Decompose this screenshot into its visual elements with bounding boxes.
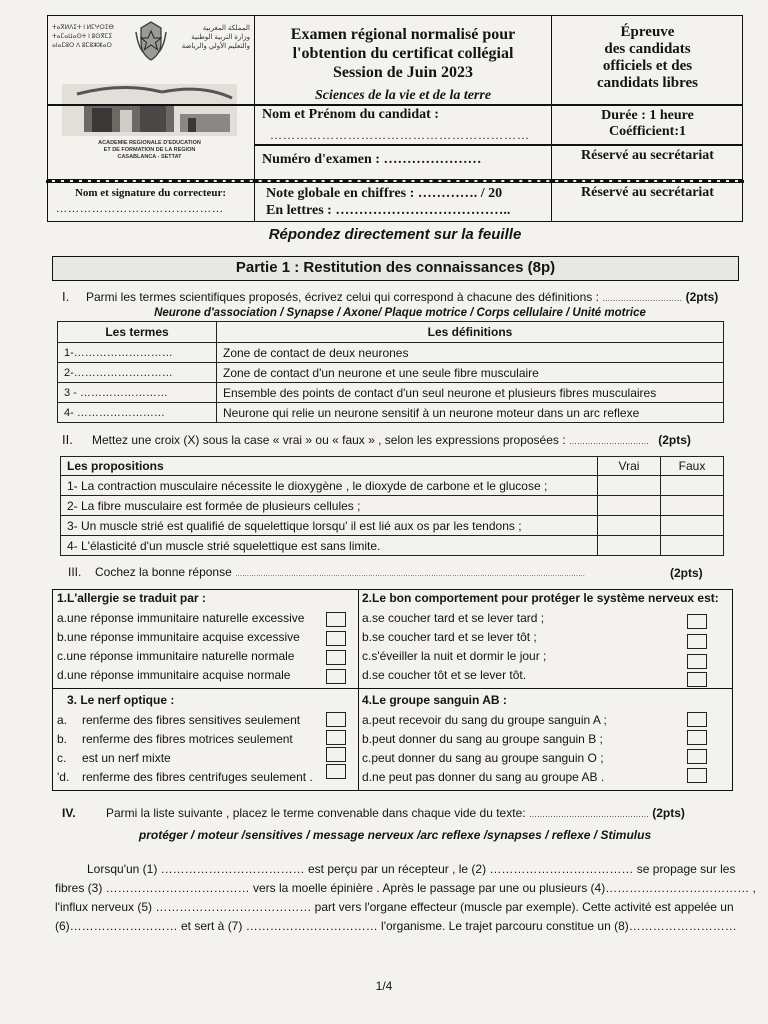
checkbox-1a[interactable]	[326, 612, 346, 627]
part1-banner	[52, 256, 739, 281]
false-cell[interactable]	[661, 496, 724, 516]
checkbox-2d[interactable]	[687, 672, 707, 687]
option-text: renferme des fibres centrifuges seulement .	[82, 770, 313, 784]
academy-building-icon	[62, 84, 237, 136]
option-letter: d.	[362, 770, 373, 784]
emblem-icon	[134, 20, 168, 62]
candidate-name-field[interactable]: ……………………………………………………	[270, 128, 530, 142]
option-text: une réponse immunitaire naturelle excessive	[67, 611, 305, 625]
fill-text-line[interactable]: fibres (3) ……………………………… vers la moelle épinière . Après le passage par une ou plusieurs (4)……………………………… ,	[55, 881, 756, 895]
right-title-line: candidats libres	[597, 75, 698, 91]
table-row	[61, 496, 724, 516]
mcq-1-title: 1.L'allergie se traduit par :	[57, 591, 206, 605]
option-letter: c.	[57, 649, 67, 663]
question-2-text: Mettez une croix (X) sous la case « vrai » ou « faux » , selon les expressions proposées :	[92, 433, 566, 447]
table-row	[58, 343, 724, 363]
question-3-text: Cochez la bonne réponse	[95, 565, 232, 579]
checkbox-1b[interactable]	[326, 631, 346, 646]
question-4-dots: ………………………………………	[528, 810, 649, 819]
true-false-table	[60, 456, 724, 556]
table-row	[58, 403, 724, 423]
question-4-points: (2pts)	[652, 806, 685, 820]
false-cell[interactable]	[661, 536, 724, 556]
checkbox-4a[interactable]	[687, 712, 707, 727]
right-title-line: officiels et des	[602, 58, 693, 74]
question-1-points: (2pts)	[685, 290, 719, 304]
part1-title: Partie 1 : Restitution des connaissances (8p)	[235, 259, 556, 276]
question-2-dots: …………………………	[568, 437, 649, 446]
right-title-line: Épreuve	[620, 24, 675, 40]
exam-title-line: Examen régional normalisé pour	[290, 26, 516, 43]
option-letter: b.	[57, 630, 68, 644]
checkbox-3c[interactable]	[326, 747, 346, 762]
exam-title-line: l'obtention du certificat collégial	[292, 45, 514, 62]
option-text: peut donner du sang au groupe sanguin O ;	[371, 751, 604, 765]
question-3-points: (2pts)	[670, 566, 703, 580]
checkbox-4d[interactable]	[687, 768, 707, 783]
grade-letters-field[interactable]: En lettres : ………………………………..	[266, 203, 511, 218]
option-text: ne peut pas donner du sang au groupe AB .	[372, 770, 605, 784]
table-row	[58, 383, 724, 403]
checkbox-4b[interactable]	[687, 730, 707, 745]
false-cell[interactable]	[661, 516, 724, 536]
option-text: se coucher tard et se lever tard ;	[372, 611, 545, 625]
academy-line: ET DE FORMATION DE LA REGION	[103, 147, 196, 153]
option-text: s'éveiller la nuit et dormir le jour ;	[371, 649, 547, 663]
question-4-number: IV.	[62, 806, 76, 820]
option-letter: a.	[362, 611, 373, 625]
option-text: une réponse immunitaire naturelle normale	[66, 649, 295, 663]
false-header: Faux	[661, 457, 724, 476]
terms-table	[57, 321, 724, 423]
term-answer-field[interactable]: 4- ……………………	[58, 403, 217, 423]
global-grade-field[interactable]: Note globale en chiffres : …………. / 20	[266, 186, 503, 201]
page-number: 1/4	[375, 979, 393, 993]
option-text: une réponse immunitaire acquise normale	[67, 668, 291, 682]
checkbox-3b[interactable]	[326, 730, 346, 745]
proposition-text: 1- La contraction musculaire nécessite le dioxygène , le dioxyde de carbone et le glucose ;	[61, 476, 598, 496]
term-answer-field[interactable]: 1-………………………	[58, 343, 217, 363]
proposition-text: 3- Un muscle strié est qualifié de squelettique lorsqu' il est lié aux os par les tendons ;	[61, 516, 598, 536]
option-letter: a.	[362, 713, 373, 727]
true-cell[interactable]	[598, 476, 661, 496]
propositions-header: Les propositions	[61, 457, 598, 476]
fill-text-line[interactable]: (6)……………………… et sert à (7) …………………………… l'organisme. Le trajet parcouru constitue un (8)………………………	[55, 919, 737, 933]
question-1-text: Parmi les termes scientifiques proposés, écrivez celui qui correspond à chacune des définitions :	[86, 290, 599, 304]
true-cell[interactable]	[598, 496, 661, 516]
question-1-terms: Neurone d'association / Synapse / Axone/ Plaque motrice / Corps cellulaire / Unité motrice	[154, 307, 646, 319]
false-cell[interactable]	[661, 476, 724, 496]
table-row	[61, 536, 724, 556]
true-cell[interactable]	[598, 516, 661, 536]
option-letter: c.	[57, 751, 67, 765]
duration: Durée : 1 heure	[601, 108, 694, 123]
proposition-text: 2- La fibre musculaire est formée de plusieurs cellules ;	[61, 496, 598, 516]
option-text: est un nerf mixte	[82, 751, 171, 765]
table-row	[61, 476, 724, 496]
definition-text: Zone de contact de deux neurones	[217, 343, 724, 363]
checkbox-2a[interactable]	[687, 614, 707, 629]
fill-text-line[interactable]: Lorsqu'un (1) ……………………………… est perçu par un récepteur , le (2) ……………………………… se propage sur les	[87, 862, 736, 876]
option-letter: a.	[57, 713, 68, 727]
subject: Sciences de la vie et de la terre	[314, 88, 492, 103]
option-text: peut recevoir du sang du groupe sanguin A ;	[372, 713, 607, 727]
academy-line: CASABLANCA - SETTAT	[117, 154, 182, 160]
corrector-label: Nom et signature du correcteur:	[74, 187, 227, 199]
logo-right-line: والتعليم الأولي والرياضة	[181, 43, 250, 50]
question-4-text: Parmi la liste suivante , placez le terme convenable dans chaque vide du texte:	[106, 806, 526, 820]
corrector-field[interactable]: ……………………………………	[56, 203, 224, 215]
option-letter: b.	[362, 732, 373, 746]
option-letter: a.	[57, 611, 68, 625]
checkbox-3a[interactable]	[326, 712, 346, 727]
option-text: peut donner du sang au groupe sanguin B ;	[372, 732, 603, 746]
definition-text: Zone de contact d'un neurone et une seule fibre musculaire	[217, 363, 724, 383]
reserved-secretariat-label: Réservé au secrétariat	[581, 185, 714, 200]
exam-title-line: Session de Juin 2023	[332, 64, 474, 81]
option-letter: 'd.	[57, 770, 70, 784]
question-3-number: III.	[68, 565, 82, 579]
option-letter: d.	[57, 668, 68, 682]
exam-number-field[interactable]: Numéro d'examen : …………………	[262, 152, 482, 167]
proposition-text: 4- L'élasticité d'un muscle strié squelettique est sans limite.	[61, 536, 598, 556]
option-letter: d.	[362, 668, 373, 682]
definitions-header: Les définitions	[217, 322, 724, 343]
option-text: renferme des fibres sensitives seulement	[82, 713, 301, 727]
checkbox-2b[interactable]	[687, 634, 707, 649]
option-letter: b.	[57, 732, 68, 746]
terms-header: Les termes	[58, 322, 217, 343]
option-text: se coucher tôt et se lever tôt.	[372, 668, 527, 682]
checkbox-3d[interactable]	[326, 764, 346, 779]
candidate-name-label: Nom et Prénom du candidat :	[262, 107, 439, 122]
option-text: se coucher tard et se lever tôt ;	[372, 630, 537, 644]
mcq-4-title: 4.Le groupe sanguin AB :	[362, 693, 507, 707]
question-2-points: (2pts)	[658, 433, 691, 447]
right-title-line: des candidats	[604, 41, 691, 57]
instruction: Répondez directement sur la feuille	[268, 226, 522, 243]
option-letter: c.	[362, 649, 372, 663]
coefficient: Coéfficient:1	[609, 124, 686, 139]
checkbox-1d[interactable]	[326, 669, 346, 684]
logo-left-line: ⴰⵏⴰⵎⵓⵔ ⴷ ⵓⵎⵓⵣⵣⴰⵔ	[52, 43, 112, 49]
option-text: une réponse immunitaire acquise excessive	[67, 630, 300, 644]
checkbox-4c[interactable]	[687, 749, 707, 764]
question-1-number: I.	[62, 289, 70, 304]
logo	[52, 20, 249, 175]
reserved-secretariat-label: Réservé au secrétariat	[581, 148, 714, 163]
logo-left-line: ⵜⴰⴳⵍⴷⵉⵜ ⵏ ⵍⵎⵖⵔⵉⴱ	[52, 25, 114, 31]
question-2-number: II.	[62, 432, 73, 447]
question-4-word-list: protéger / moteur /sensitives / message nerveux /arc reflexe /synapses / reflexe / Stimulus	[138, 828, 652, 842]
logo-left-line: ⵜⴰⵎⴰⵡⴰⵙⵜ ⵏ ⵓⵙⴳⵎⵉ	[52, 34, 113, 40]
table-row	[61, 516, 724, 536]
definition-text: Neurone qui relie un neurone sensitif à un neurone moteur dans un arc reflexe	[217, 403, 724, 423]
option-letter: b.	[362, 630, 373, 644]
table-row	[58, 363, 724, 383]
question-1-dots: …………………………	[602, 294, 683, 303]
logo-right-line: وزارة التربية الوطنية	[191, 34, 250, 41]
checkbox-1c[interactable]	[326, 650, 346, 665]
logo-right-line: المملكة المغربية	[202, 25, 250, 32]
option-text: renferme des fibres motrices seulement	[82, 732, 293, 746]
question-3-dots: ……………………………………………………………………………………………………………………………………	[235, 571, 586, 578]
option-letter: c.	[362, 751, 372, 765]
mcq-3-title: 3. Le nerf optique :	[67, 693, 175, 707]
true-header: Vrai	[598, 457, 661, 476]
fill-text-line[interactable]: l'influx nerveux (5) ………………………………… part vers l'organe effecteur (muscle par exemple). Cette activité est appelée un	[55, 900, 734, 914]
true-cell[interactable]	[598, 536, 661, 556]
definition-text: Ensemble des points de contact d'un seul neurone et plusieurs fibres musculaires	[217, 383, 724, 403]
mcq-2-title: 2.Le bon comportement pour protéger le système nerveux est:	[362, 591, 719, 605]
term-answer-field[interactable]: 3 - ……………………	[58, 383, 217, 403]
academy-line: ACADEMIE REGIONALE D'EDUCATION	[98, 140, 201, 146]
term-answer-field[interactable]: 2-………………………	[58, 363, 217, 383]
checkbox-2c[interactable]	[687, 654, 707, 669]
